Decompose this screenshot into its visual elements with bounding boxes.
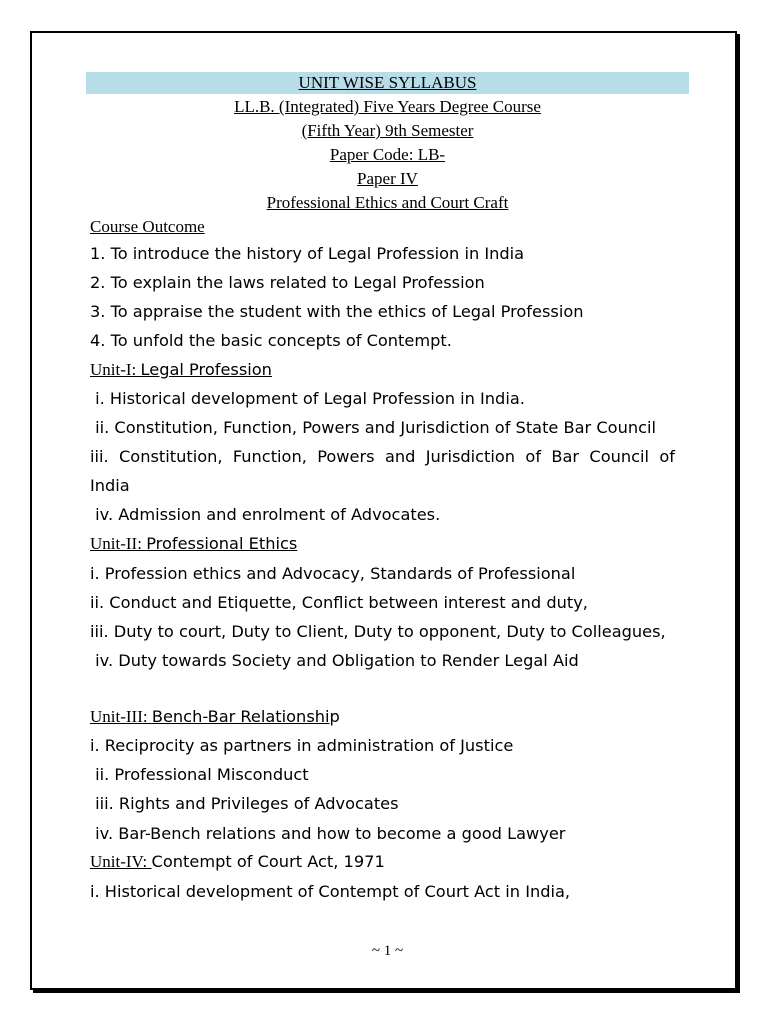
unit-3-item-1: i. Reciprocity as partners in administration of Justice [90,736,514,755]
unit-1-item-2: ii. Constitution, Function, Powers and Jurisdiction of State Bar Council [90,418,656,437]
unit-3-heading-underlined [90,707,330,726]
unit-1-item-1: i. Historical development of Legal Profession in India. [90,389,525,408]
unit-3-heading [90,706,340,728]
unit-2-item-4: iv. Duty towards Society and Obligation to Render Legal Aid [90,651,579,670]
unit-3-item-2: ii. Professional Misconduct [90,765,309,784]
unit-1-heading [90,359,272,381]
unit-1-item-3: iii. Constitution, Function, Powers and Jurisdiction of Bar Council of [90,447,675,466]
unit-2-heading [90,533,297,555]
unit-1-item-4: iv. Admission and enrolment of Advocates. [90,505,441,524]
unit-3-title-tail: p [329,707,340,726]
unit-2-prefix: Unit-II: [90,534,147,553]
outcome-item-4: 4. To unfold the basic concepts of Contempt. [90,331,452,350]
syllabus-title: UNIT WISE SYLLABUS [86,72,689,94]
outcome-item-3: 3. To appraise the student with the ethics of Legal Profession [90,302,584,321]
unit-4-item-1: i. Historical development of Contempt of Court Act in India, [90,882,571,901]
unit-1-prefix: Unit-I: [90,360,141,379]
unit-4-heading [90,851,385,873]
unit-3-title: Bench-Bar Relationshi [151,707,330,726]
unit-4-prefix: Unit-IV: [90,852,152,871]
unit-3-item-4: iv. Bar-Bench relations and how to become a good Lawyer [90,824,566,843]
outcome-item-2: 2. To explain the laws related to Legal Profession [90,273,485,292]
semester: (Fifth Year) 9th Semester [301,121,474,140]
page-number: ~ 1 ~ [371,943,404,959]
outcome-item-1: 1. To introduce the history of Legal Profession in India [90,244,525,263]
unit-1-title: Legal Profession [140,360,272,379]
unit-2-title: Professional Ethics [146,534,298,553]
unit-3-item-3: iii. Rights and Privileges of Advocates [90,794,399,813]
unit-2-item-2: ii. Conduct and Etiquette, Conflict between interest and duty, [90,593,588,612]
course-outcome-heading: Course Outcome [90,217,205,236]
unit-4-title: Contempt of Court Act, 1971 [151,852,385,871]
subject-title: Professional Ethics and Court Craft [266,193,509,212]
document-page [30,31,737,990]
paper-number: Paper IV [357,169,418,188]
paper-code: Paper Code: LB- [329,145,446,164]
unit-3-prefix: Unit-III: [90,707,152,726]
unit-2-item-3: iii. Duty to court, Duty to Client, Duty to opponent, Duty to Colleagues, [90,622,666,641]
unit-2-item-1: i. Profession ethics and Advocacy, Standards of Professional [90,564,576,583]
course-name: LL.B. (Integrated) Five Years Degree Course [234,97,541,116]
unit-1-item-3-cont: India [90,476,130,495]
